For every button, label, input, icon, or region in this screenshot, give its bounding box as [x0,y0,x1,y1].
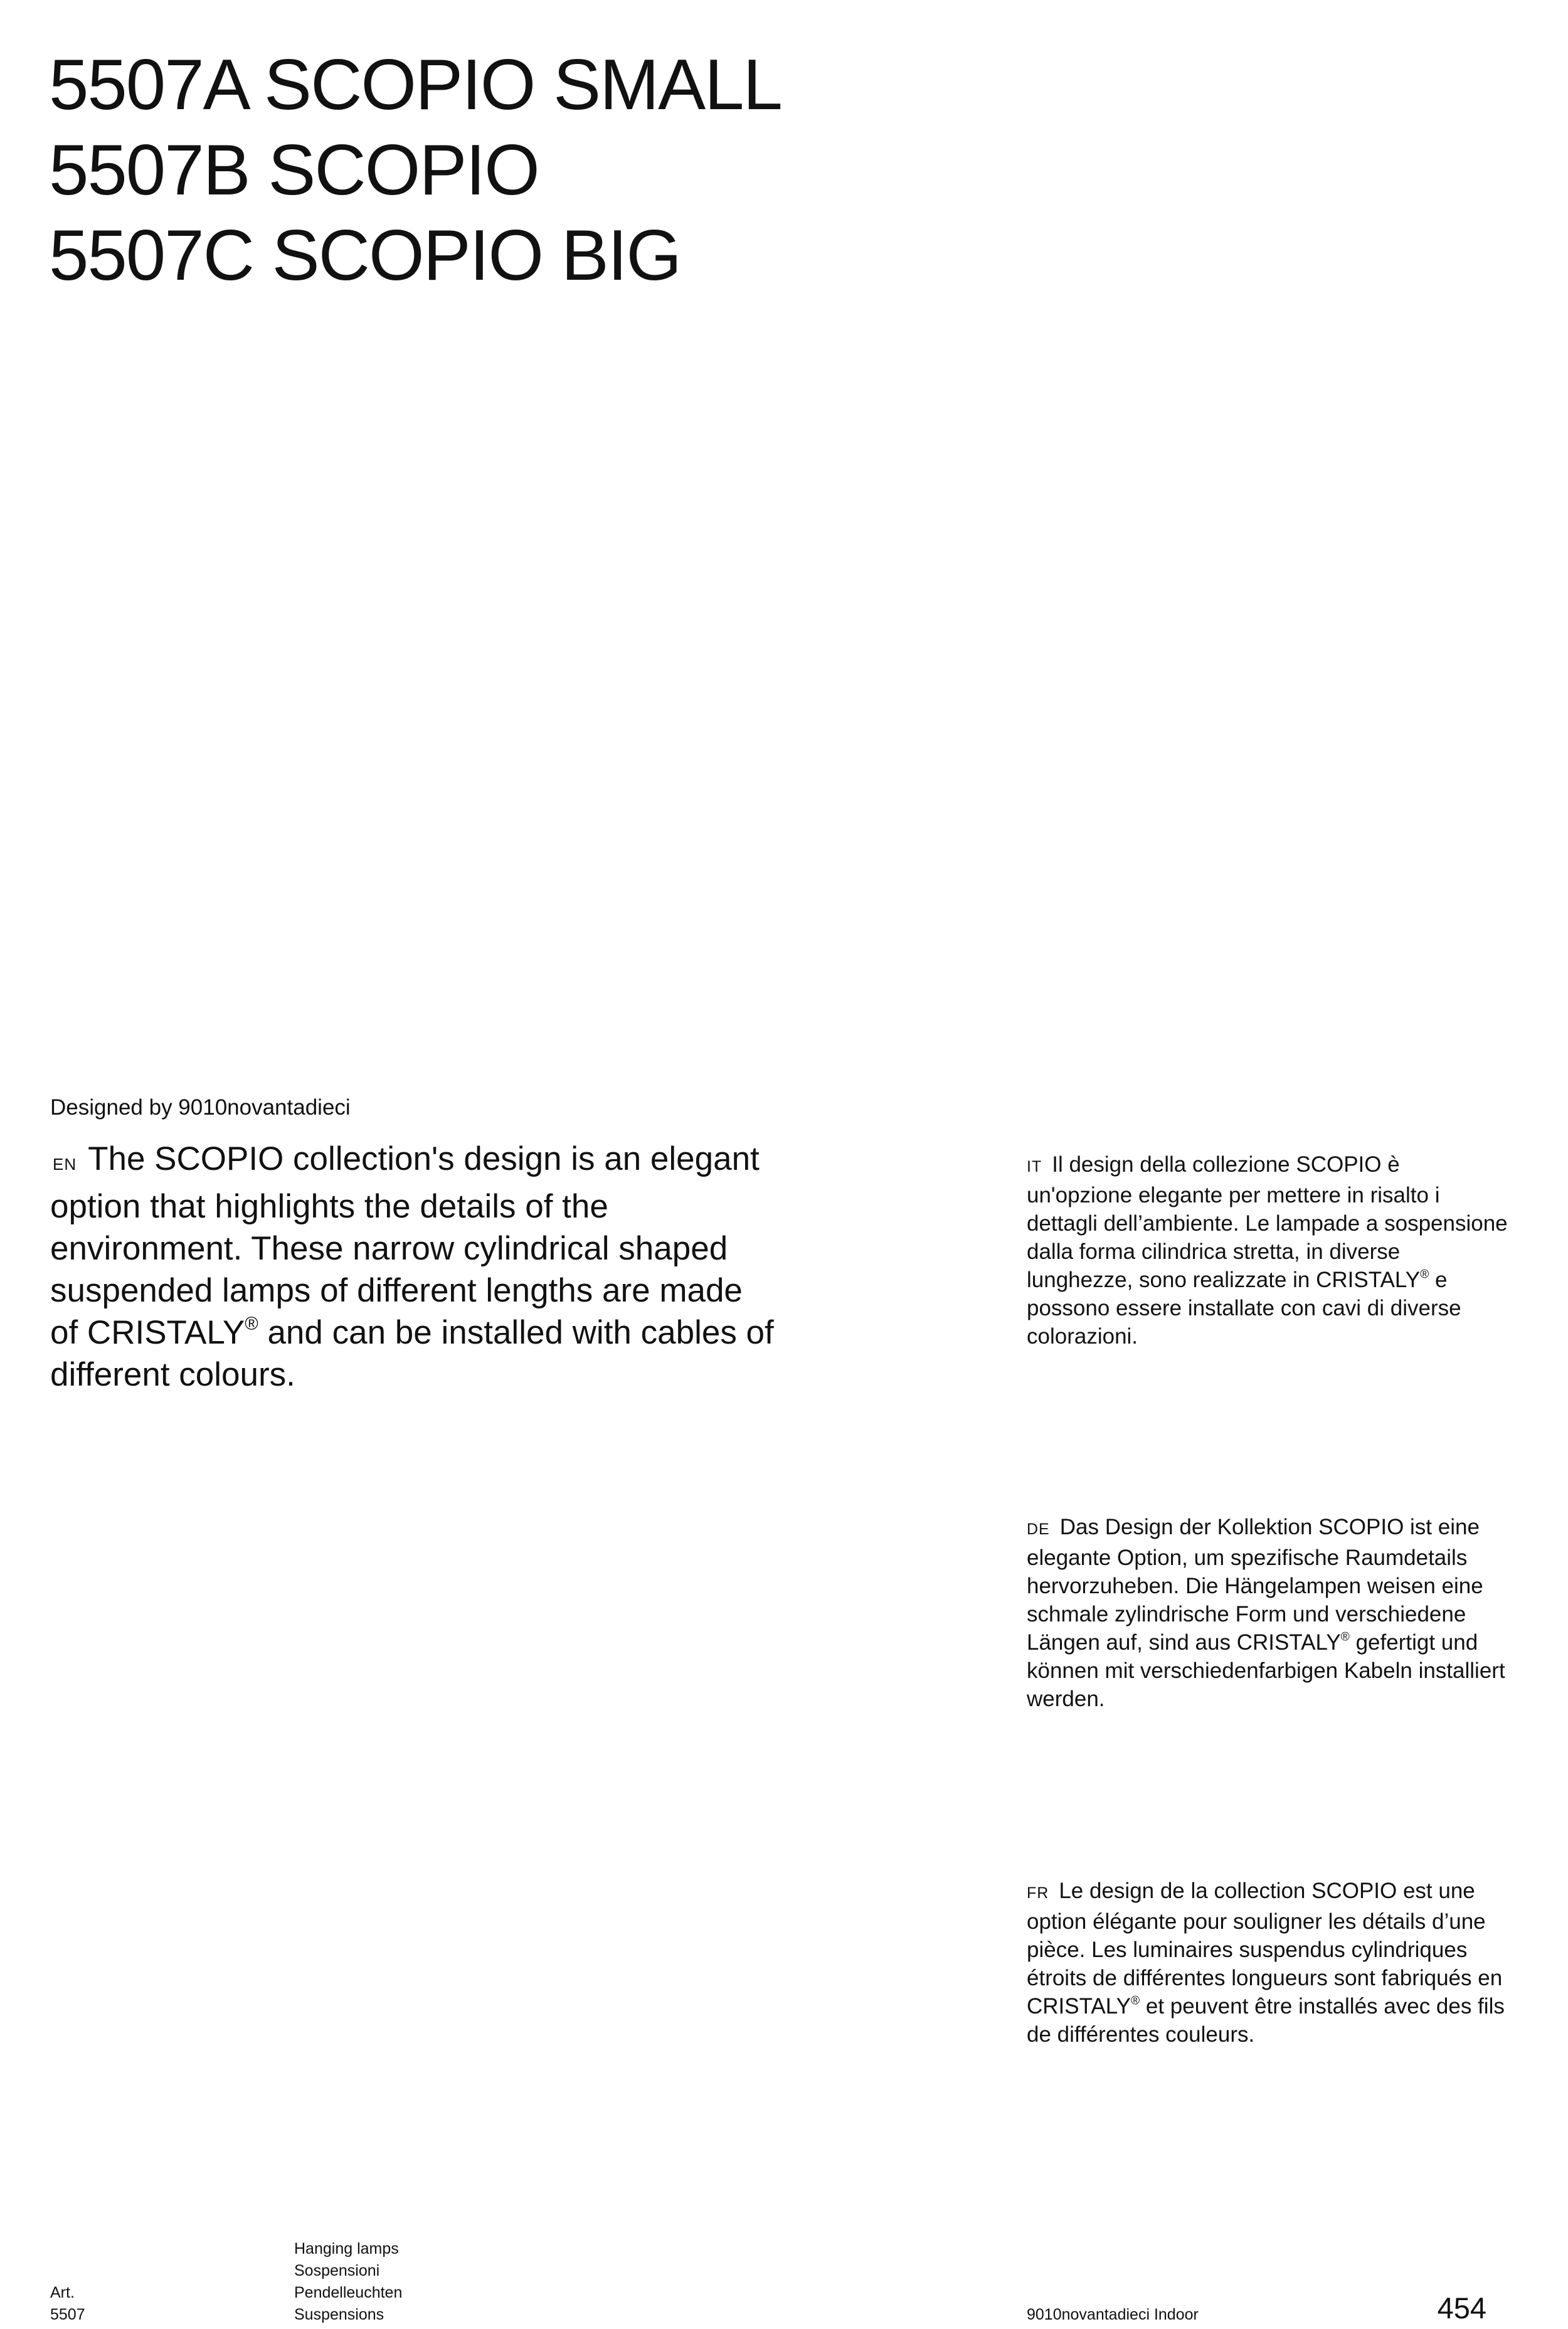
description-fr-text-end: et peuvent être installés avec des fils de différentes couleurs. [1027,1994,1505,2047]
description-fr-paragraph [1027,1877,1510,2049]
description-it-paragraph [1027,1150,1510,1350]
description-de-text-start: Das Design der Kollektion SCOPIO ist eine elegante Option, um spezifische Raumdetails hervorzuheben. Die Hängelampen weisen eine schmale zylindrische Form und verschiedene Längen auf, sind aus CRISTALY [1027,1515,1483,1655]
description-en-text-start: The SCOPIO collection's design is an elegant option that highlights the details of the environment. These narrow cylindrical shaped suspended lamps of different lengths are made of CRISTALY [50,1140,760,1351]
language-tag-en: EN [53,1155,77,1174]
article-number: 5507 [50,2306,85,2323]
language-tag-de: DE [1027,1520,1050,1538]
category-item: Sospensioni [294,2262,380,2279]
registered-mark: ® [1130,1994,1140,2008]
description-fr [1027,1877,1510,2049]
description-it-text-start: Il design della collezione SCOPIO è un'opzione elegante per mettere in risalto i dettagli dell’ambiente. Le lampade a sospensione dalla forma cilindrica stretta, in diverse lunghezze, sono realizzate in CRISTALY [1027,1152,1508,1292]
article-reference [50,2282,85,2326]
language-tag-it: IT [1027,1158,1042,1175]
description-it-text-end: e possono essere installate con cavi di diverse colorazioni. [1027,1268,1461,1349]
registered-mark: ® [1420,1268,1429,1281]
description-en [50,1138,778,1396]
page-title [49,43,1115,299]
description-de-text-end: gefertigt und können mit verschiedenfarbigen Kabeln installiert werden. [1027,1630,1505,1711]
category-item: Suspensions [294,2306,384,2323]
description-de [1027,1513,1510,1713]
description-de-paragraph [1027,1513,1510,1713]
description-en-text-end: and can be installed with cables of different colours. [50,1314,774,1393]
article-label: Art. [50,2284,75,2301]
page-number: 454 [1437,2291,1486,2325]
brand-line: 9010novantadieci Indoor [1027,2306,1199,2323]
category-list [294,2238,402,2326]
description-fr-text-start: Le design de la collection SCOPIO est une option élégante pour souligner les détails d’une pièce. Les luminaires suspendus cylindriques étroits de différentes longueurs sont fabriqués en CRISTALY [1027,1879,1503,2019]
registered-mark: ® [245,1314,258,1335]
title-line-5507b: 5507B SCOPIO [49,130,539,210]
registered-mark: ® [1340,1630,1350,1644]
language-tag-fr: FR [1027,1884,1049,1902]
description-it [1027,1150,1510,1350]
category-item: Hanging lamps [294,2240,399,2257]
title-line-5507c: 5507C SCOPIO BIG [49,216,681,295]
designer-credit: Designed by 9010novantadieci [50,1095,351,1120]
category-item: Pendelleuchten [294,2284,403,2301]
title-line-5507a: 5507A SCOPIO SMALL [49,45,781,125]
description-en-paragraph [50,1138,778,1396]
